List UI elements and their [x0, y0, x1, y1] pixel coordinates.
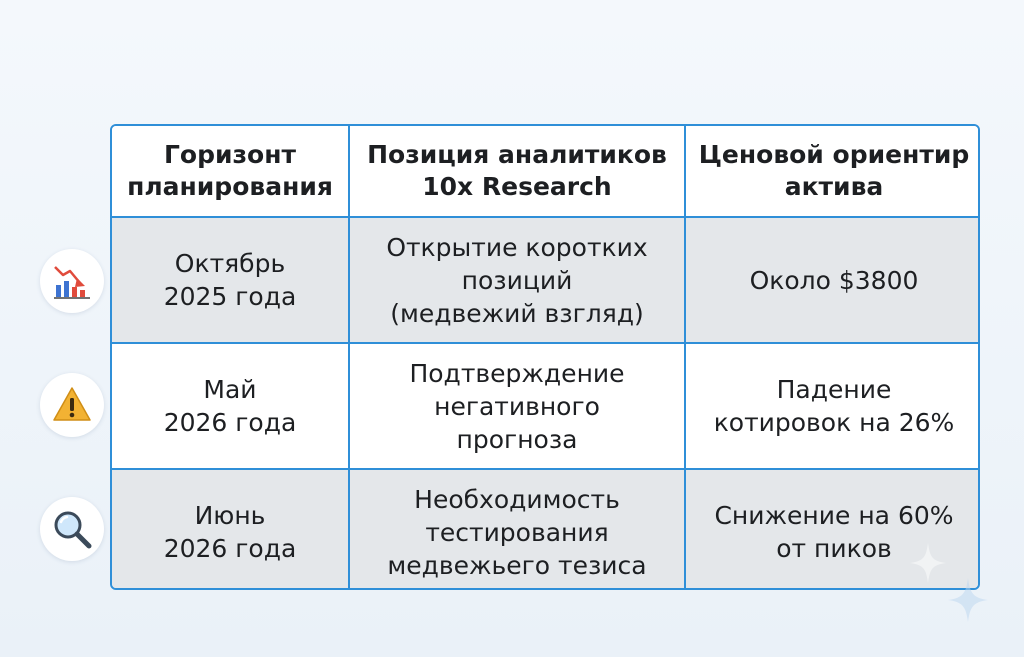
- magnifier-icon: [40, 497, 104, 561]
- cell-target: Падение котировок на 26%: [685, 343, 980, 469]
- warning-icon: [40, 373, 104, 437]
- header-price-target: Ценовой ориентир актива: [685, 126, 980, 217]
- cell-position: Открытие коротких позиций (медвежий взгляд): [349, 217, 685, 343]
- cell-target: Около $3800: [685, 217, 980, 343]
- chart-down-icon: [40, 249, 104, 313]
- forecast-table-grid: [112, 126, 980, 590]
- cell-period: Октябрь 2025 года: [112, 217, 349, 343]
- table-header-row: [112, 126, 980, 217]
- cell-position: Подтверждение негативного прогноза: [349, 343, 685, 469]
- sparkle-icon: [948, 578, 988, 626]
- cell-position: Необходимость тестирования медвежьего тезиса: [349, 469, 685, 590]
- table-row: [112, 343, 980, 469]
- header-position: Позиция аналитиков 10x Research: [349, 126, 685, 217]
- sparkle-icon: [910, 543, 946, 587]
- header-horizon: Горизонт планирования: [112, 126, 349, 217]
- table-row: [112, 217, 980, 343]
- forecast-table: [110, 124, 980, 590]
- cell-period: Июнь 2026 года: [112, 469, 349, 590]
- table-row: [112, 469, 980, 590]
- cell-target: Снижение на 60% от пиков: [685, 469, 980, 590]
- cell-period: Май 2026 года: [112, 343, 349, 469]
